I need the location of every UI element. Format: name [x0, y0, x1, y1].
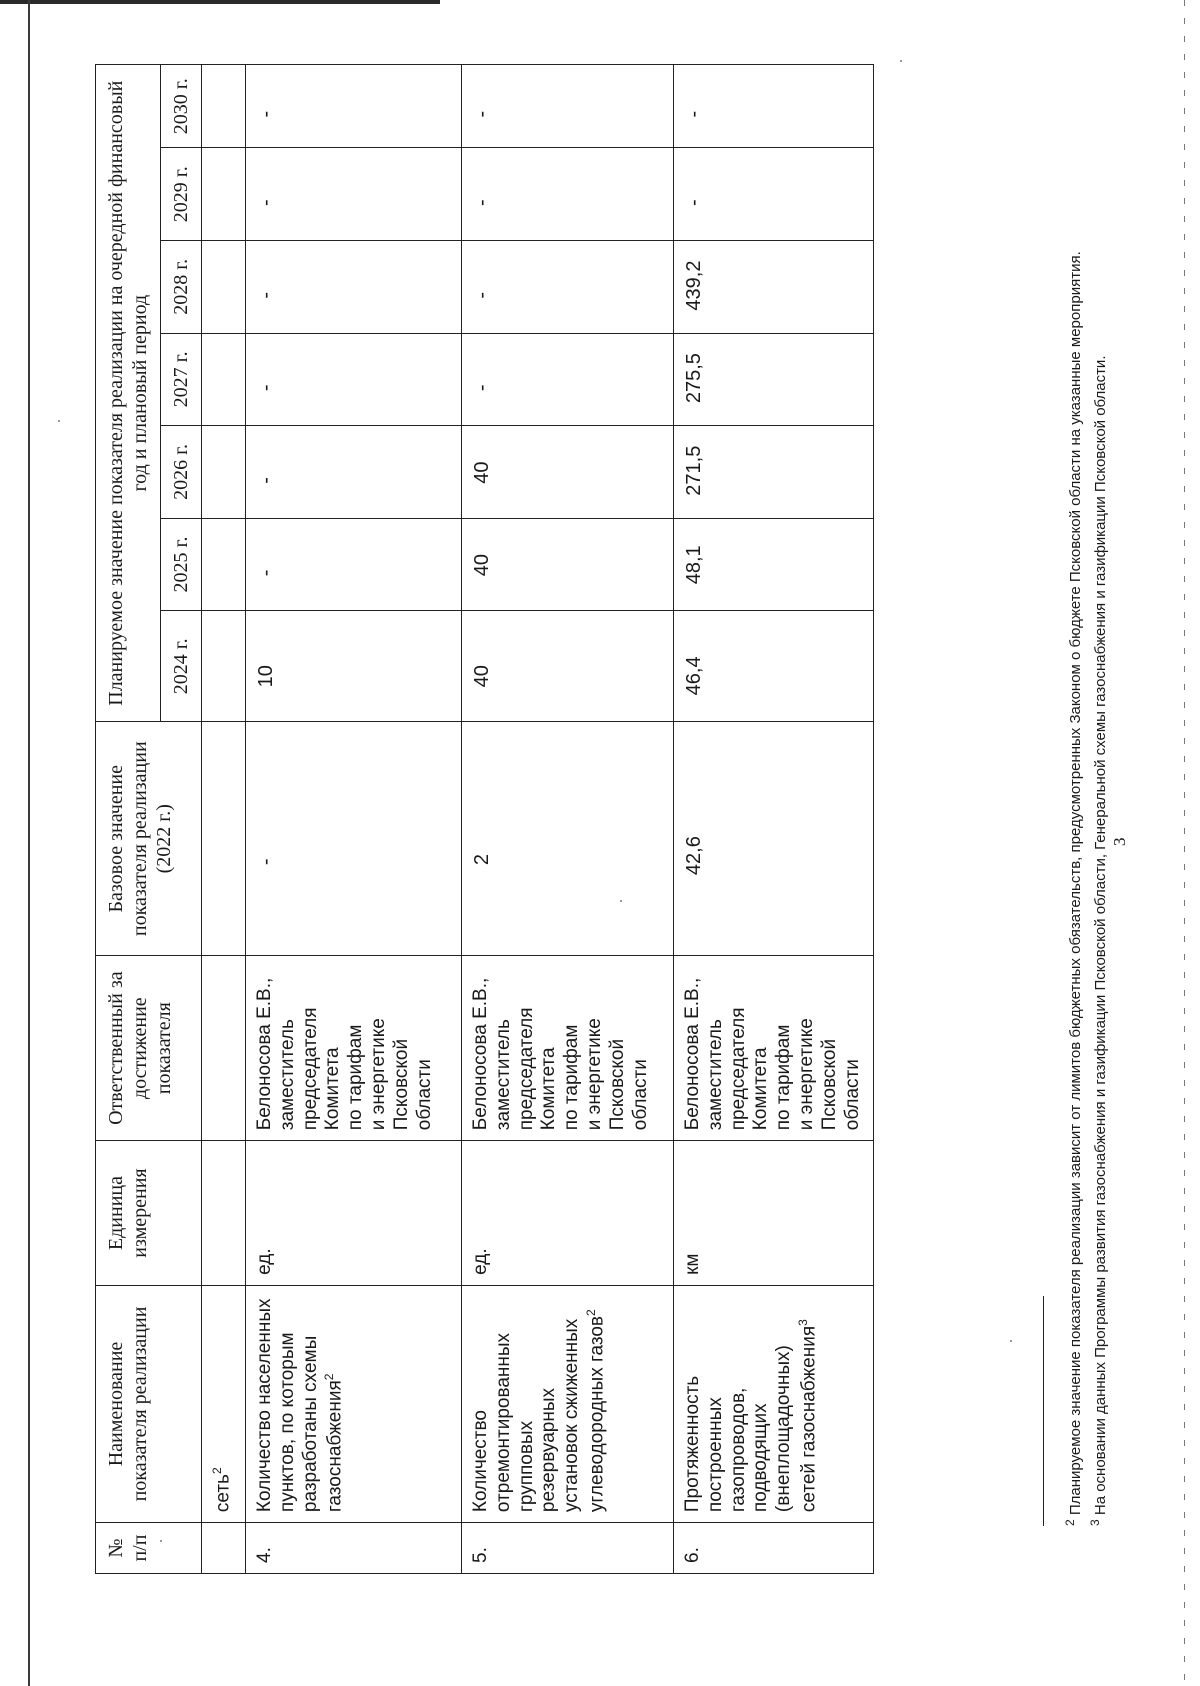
empty-cell — [202, 611, 246, 722]
header-year: 2026 г. — [161, 426, 202, 519]
responsible-line: области — [413, 1059, 435, 1131]
row-value-2030: - — [462, 65, 674, 148]
row-value-2029: - — [674, 148, 874, 241]
responsible-line: Псковской — [606, 1038, 628, 1131]
footnotes — [1062, 66, 1112, 1526]
empty-cell — [202, 65, 246, 148]
row-value-2026: 40 — [462, 426, 674, 519]
row-value-2030: - — [674, 65, 874, 148]
header-year: 2028 г. — [161, 241, 202, 334]
row-name-cell — [674, 1285, 874, 1522]
empty-cell — [202, 241, 246, 334]
row-value-2028: - — [462, 241, 674, 334]
responsible-line: Псковской — [390, 1038, 412, 1131]
row-value-2027: - — [246, 333, 462, 426]
responsible-line: и энергетике — [583, 1018, 605, 1131]
responsible-line: по тарифам — [345, 1024, 367, 1131]
empty-cell — [202, 518, 246, 611]
row-value-2026: 271,5 — [674, 426, 874, 519]
header-year: 2027 г. — [161, 333, 202, 426]
header-planned: Планируемое значение показателя реализации на очередной финансовый год и плановый период — [96, 65, 161, 722]
row-value-2025: 48,1 — [674, 518, 874, 611]
table-header — [96, 65, 202, 1574]
responsible-line: председателя — [727, 1007, 749, 1131]
table-row — [246, 65, 462, 1574]
row-value-2024: 40 — [462, 611, 674, 722]
header-base-value: Базовое значение показателя реализации (2022 г.) — [96, 722, 202, 956]
continuation-text: сеть — [212, 1474, 234, 1513]
footnote-ref: 2 — [583, 1309, 598, 1316]
row-responsible — [462, 956, 674, 1141]
empty-cell — [202, 426, 246, 519]
row-unit: км — [674, 1141, 874, 1286]
empty-cell — [202, 148, 246, 241]
row-num: 5. — [462, 1523, 674, 1574]
footnote — [1062, 66, 1087, 1526]
row-value-2025: 40 — [462, 518, 674, 611]
page-number: 3 — [1110, 837, 1129, 846]
row-responsible — [246, 956, 462, 1141]
responsible-line: Комитета — [750, 1047, 772, 1131]
row-value-2026: - — [246, 426, 462, 519]
footnote-mark: 2 — [1063, 1519, 1077, 1526]
header-year: 2025 г. — [161, 518, 202, 611]
footnote-ref: 2 — [322, 1373, 337, 1381]
responsible-line: Белоносова Е.В., — [254, 977, 275, 1131]
responsible-line: и энергетике — [367, 1018, 389, 1131]
row-value-2030: - — [246, 65, 462, 148]
header-year: 2024 г. — [161, 611, 202, 722]
footnote-ref: 3 — [795, 1319, 810, 1326]
row-name: Количество населенных пунктов, по которым разработаны схемы газоснабжения — [254, 1298, 346, 1513]
responsible-line: области — [629, 1059, 651, 1131]
responsible-line: области — [841, 1059, 863, 1131]
footnote-separator — [1043, 1296, 1044, 1526]
responsible-line: заместитель — [704, 1019, 726, 1131]
responsible-line: по тарифам — [561, 1024, 583, 1131]
responsible-line: председателя — [515, 1007, 537, 1131]
row-base-value: 2 — [462, 722, 674, 956]
responsible-line: Комитета — [538, 1047, 560, 1131]
empty-cell — [202, 956, 246, 1141]
row-num: 4. — [246, 1523, 462, 1574]
row-value-2027: 275,5 — [674, 333, 874, 426]
continuation-row — [202, 65, 246, 1574]
row-unit: ед. — [462, 1141, 674, 1286]
row-base-value: - — [246, 722, 462, 956]
table-row — [674, 65, 874, 1574]
indicators-table — [95, 64, 874, 1574]
header-name: Наименование показателя реализации — [96, 1285, 202, 1522]
header-year: 2029 г. — [161, 148, 202, 241]
row-num: 6. — [674, 1523, 874, 1574]
continuation-num-cell — [202, 1523, 246, 1574]
empty-cell — [202, 333, 246, 426]
row-name-cell — [246, 1285, 462, 1522]
row-name: Количество отремонтированных групповых резервуарных установок сжиженных углеводородных газов — [470, 1315, 608, 1513]
table-row — [462, 65, 674, 1574]
responsible-line: Комитета — [322, 1047, 344, 1131]
row-name-cell — [462, 1285, 674, 1522]
row-value-2024: 46,4 — [674, 611, 874, 722]
responsible-line: Белоносова Е.В., — [682, 977, 703, 1131]
responsible-line: Белоносова Е.В., — [470, 977, 491, 1131]
header-num: № п/п — [96, 1523, 202, 1574]
footnote — [1087, 66, 1112, 1526]
responsible-line: по тарифам — [773, 1024, 795, 1131]
row-value-2025: - — [246, 518, 462, 611]
footnote-text: На основании данных Программы развития газоснабжения и газификации Псковской области, Генеральной схемы газоснабжения и газификации Псковской области. — [1091, 355, 1109, 1516]
responsible-line: председателя — [299, 1007, 321, 1131]
row-name: Протяженность построенных газопроводов, подводящих (внеплощадочных) сетей газоснабжения — [682, 1325, 820, 1513]
footnote-text: Планируемое значение показателя реализации зависит от лимитов бюджетных обязательств, предусмотренных Законом о бюджете Псковской области на указанные мероприятия. — [1067, 251, 1084, 1516]
footnote-ref: 2 — [210, 1467, 224, 1475]
table-body — [202, 65, 874, 1574]
responsible-line: заместитель — [276, 1019, 298, 1131]
row-value-2028: - — [246, 241, 462, 334]
footnote-mark: 3 — [1087, 1519, 1102, 1526]
empty-cell — [202, 1141, 246, 1286]
responsible-line: заместитель — [492, 1019, 514, 1131]
row-base-value: 42,6 — [674, 722, 874, 956]
row-unit: ед. — [246, 1141, 462, 1286]
row-value-2029: - — [246, 148, 462, 241]
row-value-2024: 10 — [246, 611, 462, 722]
row-value-2028: 439,2 — [674, 241, 874, 334]
row-value-2027: - — [462, 333, 674, 426]
row-responsible — [674, 956, 874, 1141]
row-value-2029: - — [462, 148, 674, 241]
empty-cell — [202, 722, 246, 956]
responsible-line: Псковской — [818, 1038, 840, 1131]
header-responsible: Ответственный за достижение показателя — [96, 956, 202, 1141]
responsible-line: и энергетике — [795, 1018, 817, 1131]
header-year: 2030 г. — [161, 65, 202, 148]
header-unit: Единица измерения — [96, 1141, 202, 1286]
continuation-name-cell — [202, 1285, 246, 1522]
